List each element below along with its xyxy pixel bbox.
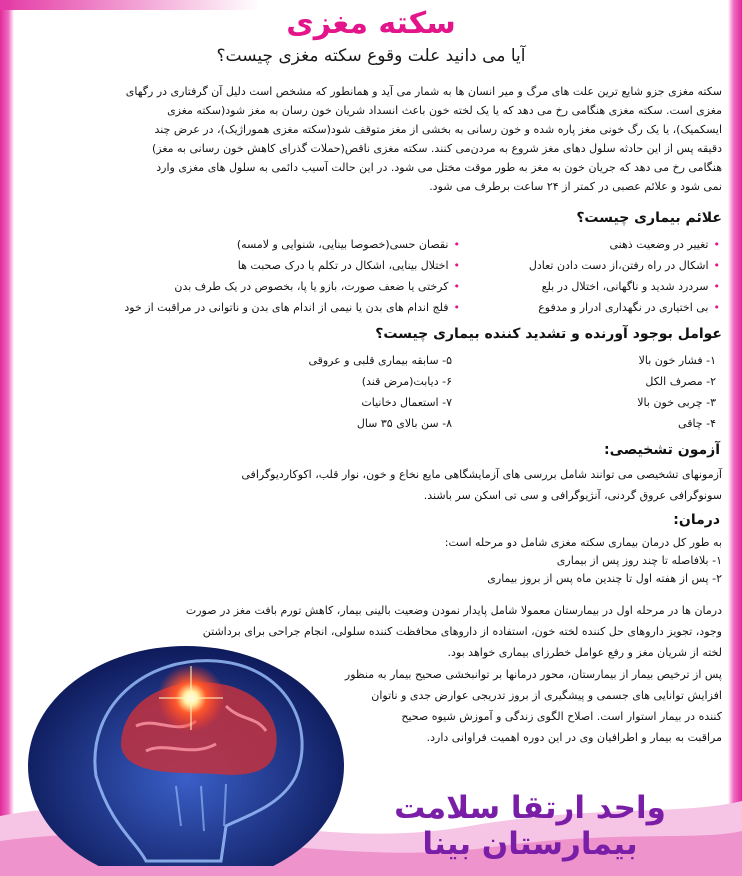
treatment-heading: درمان: [673,512,720,528]
symptom-item: •کرختی یا ضعف صورت، بازو یا پا، بخصوص در یک طرف بدن [174,280,460,293]
brain-xray-illustration [26,626,344,866]
symptom-item: •سردرد شدید و ناگهانی، اختلال در بلع [541,280,720,293]
symptoms-left-list [30,234,460,318]
risk-right-list [516,350,716,434]
treatment-paragraph-2 [330,664,722,748]
risk-item: ۲- مصرف الکل [645,375,716,388]
risk-item: ۷- استعمال دخانیات [361,396,452,409]
treatment-step: ۲- پس از هفته اول تا چندین ماه پس از بروز بیماری [487,572,722,585]
intro-line: سکته مغزی جزو شایع ترین علت های مرگ و میر انسان ها به شمار می آید و همانطور که مشخص است دلیل آن گرفتاری در رگهای [125,85,722,98]
diagnosis-paragraph [26,464,722,506]
page-subtitle: آیا می دانید علت وقوع سکته مغزی چیست؟ [216,46,526,66]
symptom-item: •بی اختیاری در نگهداری ادرار و مدفوع [538,301,720,314]
intro-line: هنگامی رخ می دهد که جریان خون به مغز به طور موقت مختل می شود. در این حالت آسیب دائمی به سلول های مغزی وارد [156,161,722,174]
treatment-intro-line: به طور کل درمان بیماری سکته مغزی شامل دو مرحله است: [444,536,722,549]
risk-item: ۱- فشار خون بالا [638,354,716,367]
symptom-item: •تغییر در وضعیت ذهنی [609,238,720,251]
symptom-item: •نقصان حسی(خصوصا بینایی، شنوایی و لامسه) [236,238,460,251]
treatment-intro [26,534,722,588]
diagnosis-line: آزمونهای تشخیصی می توانند شامل بررسی های آزمایشگاهی مایع نخاع و خون، نوار قلب، اکوکاردیوگرافی [241,468,722,481]
right-pink-border [728,0,742,876]
intro-line: دقیقه پس از این حادثه سلول دهای مغز شروع به مردن‌می کنند. سکته مغزی ناقص(حملات گذرای کاهش خون رسانی به مغز) [151,142,722,155]
treatment-line: پس از ترخیص بیمار از بیمارستان، محور درمانها بر توانبخشی صحیح بیمار به منظور [344,668,722,681]
risk-item: ۳- چربی خون بالا [637,396,716,409]
risk-factors-heading: عوامل بوجود آورنده و تشدید کننده بیماری چیست؟ [375,326,722,342]
left-pink-border [0,0,14,876]
risk-item: ۶- دیابت(مرض قند) [361,375,452,388]
intro-line: مغزی است. سکته مغزی هنگامی رخ می دهد که یا یک لخته خون باعث انسداد شریان خون رسان به مغز شود(سکته مغزی [167,104,722,117]
treatment-step: ۱- بلافاصله تا چند روز پس از بیماری [556,554,722,567]
treatment-line: کننده در بیمار استوار است. اصلاح الگوی زندگی و آموزش شیوه صحیح [401,710,722,723]
diagnosis-heading: آزمون تشخیصی: [604,442,720,458]
treatment-line: درمان ها در مرحله اول در بیمارستان معمولا شامل پایدار نمودن وضعیت بالینی بیمار، کاهش تورم بافت مغز در صورت [185,604,722,617]
treatment-line: وجود، تجویز داروهای حل کننده لخته خون، استفاده از داروهای محافظت کننده سلولی، انجام جراحی برای برداشتن [202,625,722,638]
intro-line: ایسکمیک)، یا یک رگ خونی مغز پاره شده و خون رسانی به بخشی از مغز متوقف شود(سکته مغزی هموراژیک)، در عرض چند [154,123,722,136]
symptom-item: •اختلال بینایی، اشکال در تکلم یا درک صحبت ها [237,259,460,272]
symptoms-right-list [470,234,720,318]
risk-left-list [232,350,452,434]
intro-paragraph [26,82,722,196]
treatment-line: لخته از شریان مغز و رفع عوامل خطرزای بیماری خواهد بود. [447,646,722,659]
risk-item: ۸- سن بالای ۳۵ سال [356,417,452,430]
symptoms-heading: علائم بیماری چیست؟ [576,210,722,226]
symptom-item: •فلج اندام های بدن یا نیمی از اندام های بدن و ناتوانی در مراقبت از خود [124,301,460,314]
treatment-line: افزایش توانایی های جسمی و پیشگیری از بروز تدریجی عوارض جدی و ناتوان [371,689,722,702]
page-title: سکته مغزی [286,6,456,41]
risk-item: ۵- سابقه بیماری قلبی و عروقی [308,354,452,367]
intro-line: نمی شود و علائم عصبی در کمتر از ۲۴ ساعت برطرف می شود. [429,180,722,193]
treatment-line: مراقبت به بیمار و اطرافیان وی در این دوره اهمیت فراوانی دارد. [426,731,722,744]
diagnosis-line: سونوگرافی عروق گردنی، آنژیوگرافی و سی تی اسکن سر باشند. [423,489,722,502]
symptom-item: •اشکال در راه رفتن،از دست دادن تعادل [528,259,720,272]
footer-hospital-unit: واحد ارتقا سلامت بیمارستان بینا [394,790,666,862]
risk-item: ۴- چاقی [678,417,716,430]
